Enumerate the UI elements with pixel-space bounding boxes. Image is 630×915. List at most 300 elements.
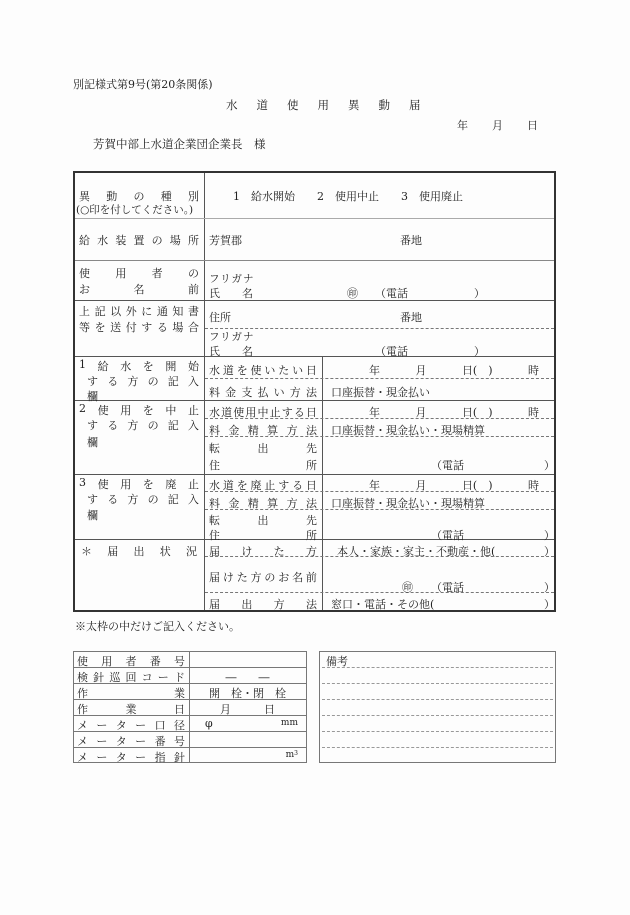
label-char: い <box>292 364 304 377</box>
label-char: 外 <box>125 305 137 318</box>
paren-close: ） <box>544 529 555 542</box>
label-char: を <box>142 360 154 373</box>
label-char: 止 <box>187 404 199 417</box>
label-char: 3 <box>79 476 86 489</box>
remarks-line <box>322 683 553 684</box>
notification-method-options[interactable]: 窓口・電話・その他( <box>331 598 435 611</box>
label-char: 中 <box>257 406 269 419</box>
label-char: 通 <box>156 305 168 318</box>
label-char: 止 <box>264 479 276 492</box>
label-char: 月 <box>415 364 427 377</box>
label-char: 等 <box>79 321 90 334</box>
label-char: 法 <box>305 386 317 399</box>
label-char: お <box>278 571 290 584</box>
label-char: す <box>281 406 293 419</box>
label-char: 置 <box>133 234 145 247</box>
row-divider <box>75 260 554 261</box>
label-sec1-1 <box>79 358 199 374</box>
label-change-type-note: (○印を付してください。) <box>76 204 194 216</box>
label-sec3-3: 欄 <box>87 509 98 522</box>
label-char: 日( ) <box>461 406 493 419</box>
unit-text: mm <box>280 718 298 728</box>
title-char: 異 <box>348 98 360 112</box>
label-char: 法 <box>305 497 317 510</box>
date-part[interactable]: 月 <box>492 119 503 132</box>
paren-close: ） <box>544 459 555 472</box>
label-char: 記 <box>94 305 106 318</box>
label-char: 使 <box>97 404 109 417</box>
label-notify-1 <box>79 303 199 319</box>
notifier-options[interactable]: 本人・家族・家主・不動産・他( <box>337 545 496 558</box>
label-char: 合 <box>187 321 199 334</box>
office-row-label <box>77 749 185 765</box>
remarks-label: 備考 <box>326 655 348 668</box>
row-divider <box>74 747 306 748</box>
label-char: 付 <box>125 321 137 334</box>
label-char: 廃 <box>165 478 177 491</box>
label-char: 出 <box>257 442 269 455</box>
label-sec2-1 <box>79 402 199 418</box>
label-user-name-1 <box>79 265 199 281</box>
change-type-option[interactable]: 1 給水開始 <box>233 190 295 203</box>
label-char: 法 <box>305 598 317 611</box>
row-divider <box>74 667 306 668</box>
label-char: 番 <box>154 735 166 748</box>
column-divider <box>189 652 190 762</box>
label-char: 使 <box>250 364 262 377</box>
dashed-divider <box>205 592 554 593</box>
label-supply-location <box>79 232 199 248</box>
office-row-value[interactable] <box>191 717 304 732</box>
label-sec2-2 <box>87 417 199 433</box>
label-char: 所 <box>187 234 199 247</box>
payment-method-options[interactable]: 口座振替・現金払い <box>331 386 430 399</box>
notify-furigana-label: フリガナ <box>209 331 255 343</box>
label-char: を <box>236 364 248 377</box>
label-char: け <box>241 545 253 558</box>
label-char: 止 <box>269 406 281 419</box>
label-char: 使 <box>79 267 90 280</box>
label-char: 時 <box>528 364 539 377</box>
unit-label <box>286 750 298 760</box>
label-char: 針 <box>93 671 105 684</box>
label-char: る <box>156 321 168 334</box>
dashed-divider <box>205 328 554 329</box>
label-char: 金 <box>228 497 240 510</box>
label-char: お <box>79 283 90 296</box>
label-char: タ <box>115 719 127 732</box>
column-divider <box>204 173 205 610</box>
row-divider <box>74 731 306 732</box>
label-char: 水 <box>120 360 132 373</box>
label-char: 1 <box>79 358 86 371</box>
label-char: 給 <box>79 234 90 247</box>
settlement-method-options[interactable]: 口座振替・現金払い・現場精算 <box>331 424 485 437</box>
label-char: 始 <box>187 360 199 373</box>
label-payment-method <box>209 384 317 400</box>
label-char: 方 <box>286 497 298 510</box>
label-char: 前 <box>188 283 199 296</box>
label-char: 方 <box>127 375 139 388</box>
label-char: 道 <box>221 406 233 419</box>
label-char: に <box>141 305 153 318</box>
label-char: 日 <box>306 406 317 419</box>
label-char: 針 <box>173 751 185 764</box>
document-title <box>226 97 440 113</box>
row-divider <box>74 715 306 716</box>
label-char: の <box>147 375 159 388</box>
label-char: ー <box>96 735 108 748</box>
diameter-symbol: φ <box>205 717 213 730</box>
label-char: 日( ) <box>461 479 493 492</box>
office-row-value[interactable] <box>191 685 304 700</box>
label-char: 作 <box>77 687 88 700</box>
user-phone-label[interactable]: （電話 <box>375 287 408 300</box>
label-char: 日 <box>174 703 185 716</box>
label-char: 金 <box>228 424 240 437</box>
seal-mark: ㊞ <box>347 287 358 300</box>
label-char: 法 <box>305 424 317 437</box>
label-char: 払 <box>257 386 269 399</box>
label-char: 料 <box>209 386 220 399</box>
notify-banchi[interactable]: 番地 <box>400 311 422 324</box>
location-banchi[interactable]: 番地 <box>400 234 422 247</box>
label-char: 号 <box>174 655 185 668</box>
label-char: 前 <box>305 571 317 584</box>
office-row-value[interactable] <box>191 749 304 764</box>
label-char: 指 <box>154 751 166 764</box>
label-char: ー <box>96 719 108 732</box>
move-phone-label[interactable]: （電話 <box>431 459 464 472</box>
label-char: 用 <box>120 404 132 417</box>
label-sec2-3: 欄 <box>87 436 98 449</box>
label-char: 別 <box>188 190 199 203</box>
remarks-line <box>322 731 553 732</box>
label-char: 届 <box>107 545 119 558</box>
label-char: 年 <box>369 406 380 419</box>
label-char: ー <box>135 751 147 764</box>
label-char: 用 <box>115 267 127 280</box>
label-char: を <box>142 404 154 417</box>
label-char: る <box>293 406 305 419</box>
label-char: メ <box>77 719 88 732</box>
office-row-value[interactable] <box>191 669 304 684</box>
label-char: を <box>142 478 154 491</box>
label-start-date <box>209 362 317 378</box>
label-char: 給 <box>97 360 109 373</box>
label-char: 日( ) <box>461 364 493 377</box>
label-char: け <box>222 571 234 584</box>
label-char: ー <box>157 671 169 684</box>
label-char: 況 <box>186 545 197 558</box>
label-char: 番 <box>149 655 161 668</box>
label-char: る <box>107 493 119 506</box>
label-char: の <box>187 267 199 280</box>
label-char: 口 <box>154 719 166 732</box>
label-char: 道 <box>222 364 234 377</box>
title-char: 水 <box>226 98 238 112</box>
label-char: を <box>236 479 248 492</box>
start-date-value[interactable] <box>369 362 539 378</box>
label-char: た <box>278 364 290 377</box>
label-char: い <box>264 364 276 377</box>
label-char: 使 <box>97 478 109 491</box>
label-char: メ <box>77 735 88 748</box>
label-char: る <box>107 419 119 432</box>
paren-close: ） <box>544 545 555 558</box>
label-char: 方 <box>127 493 139 506</box>
label-char: 方 <box>305 545 317 558</box>
label-char: 用 <box>101 655 113 668</box>
notifier-phone-label[interactable]: （電話 <box>431 581 464 594</box>
label-char: 径 <box>173 719 185 732</box>
label-char: す <box>141 321 153 334</box>
label-char: の <box>264 571 276 584</box>
row-divider <box>75 400 554 401</box>
label-char: 料 <box>209 497 220 510</box>
title-char: 使 <box>287 98 299 112</box>
label-char: メ <box>77 751 88 764</box>
label-char: 名 <box>133 283 145 296</box>
label-char: 方 <box>286 424 298 437</box>
label-user-name-2 <box>79 281 199 297</box>
label-char: 精 <box>247 497 259 510</box>
notify-address-label: 住所 <box>209 311 231 324</box>
label-char: 業 <box>125 703 137 716</box>
label-sec1-3: 欄 <box>87 390 98 403</box>
label-char: る <box>107 375 119 388</box>
date-part[interactable]: 日 <box>527 119 538 132</box>
label-char: 算 <box>267 497 279 510</box>
label-char: 日 <box>305 479 317 492</box>
label-char: 転 <box>209 442 220 455</box>
date-part[interactable]: 年 <box>457 119 468 132</box>
label-char: 入 <box>187 419 199 432</box>
label-char: 住 <box>209 459 220 472</box>
label-move-dest-2 <box>209 457 317 473</box>
label-notification-method <box>209 596 317 612</box>
label-char: す <box>87 419 98 432</box>
label-char: 名 <box>292 571 304 584</box>
label-char: 料 <box>209 424 220 437</box>
settlement-method-options[interactable]: 口座振替・現金払い・現場精算 <box>331 497 485 510</box>
label-char: 場 <box>169 234 181 247</box>
label-char: の <box>147 493 159 506</box>
paren-close: ） <box>474 345 485 358</box>
label-char: 所 <box>306 529 317 542</box>
label-char: 出 <box>257 514 269 527</box>
abolish-date-value[interactable] <box>369 477 539 493</box>
dashed-divider <box>205 378 554 379</box>
title-char: 用 <box>317 98 329 112</box>
main-form-table <box>73 171 556 612</box>
label-notification-status <box>81 543 197 559</box>
notify-name-label: 氏 名 <box>209 345 253 358</box>
label-char: 業 <box>174 687 185 700</box>
label-char: 種 <box>160 190 172 203</box>
label-char: 送 <box>110 321 122 334</box>
paren-close: ） <box>544 598 555 611</box>
remarks-line <box>322 699 553 700</box>
move-phone-label[interactable]: （電話 <box>431 529 464 542</box>
label-char: の <box>151 234 163 247</box>
label-char: 届 <box>209 571 220 584</box>
label-char: 水 <box>209 364 220 377</box>
label-char: 時 <box>528 479 539 492</box>
label-move-dest-1 <box>209 440 317 456</box>
date-line <box>457 117 562 133</box>
office-row-value[interactable] <box>191 733 304 748</box>
label-char: 動 <box>106 190 118 203</box>
label-char: 作 <box>77 703 88 716</box>
label-char: 入 <box>187 493 199 506</box>
label-char: 月 <box>415 479 427 492</box>
label-char: 用 <box>120 478 132 491</box>
label-char: 記 <box>167 419 179 432</box>
label-settlement-method <box>209 495 317 511</box>
label-sec1-2 <box>87 373 199 389</box>
label-char: 先 <box>306 514 317 527</box>
remarks-line <box>322 747 553 748</box>
label-char: 廃 <box>250 479 262 492</box>
label-char: 支 <box>241 386 253 399</box>
label-abolish-date <box>209 477 317 493</box>
label-char: 時 <box>528 406 539 419</box>
label-char: 場 <box>172 321 184 334</box>
label-char: 水 <box>209 479 220 492</box>
label-char: タ <box>115 735 127 748</box>
remarks-line <box>322 715 553 716</box>
fill-note: ※太枠の中だけご記入ください。 <box>75 620 240 633</box>
label-char: ー <box>96 751 108 764</box>
value-text: 月 日 <box>220 703 275 716</box>
remarks-line <box>322 667 553 668</box>
label-char: 使 <box>77 655 88 668</box>
user-furigana-label: フリガナ <box>209 273 255 285</box>
change-type-option[interactable]: 2 使用中止 <box>317 190 379 203</box>
label-char: 開 <box>165 360 177 373</box>
label-char: 者 <box>125 655 137 668</box>
label-char: 使 <box>233 406 245 419</box>
label-char: 先 <box>306 442 317 455</box>
value-text: ― ― <box>225 671 270 684</box>
label-char: 出 <box>133 545 145 558</box>
label-char: 月 <box>415 406 427 419</box>
label-char: 届 <box>209 598 220 611</box>
label-char: 書 <box>187 305 199 318</box>
label-char: 住 <box>209 529 220 542</box>
label-char: 装 <box>115 234 127 247</box>
label-char: 水 <box>209 406 220 419</box>
label-char: す <box>87 375 98 388</box>
paren-close: ） <box>474 287 485 300</box>
row-divider <box>75 218 554 219</box>
label-sec3-2 <box>87 491 199 507</box>
notify-phone-label[interactable]: （電話 <box>375 345 408 358</box>
label-char: す <box>87 493 98 506</box>
label-char: 上 <box>79 305 90 318</box>
label-char: 記 <box>167 493 179 506</box>
label-char: 方 <box>250 571 262 584</box>
row-divider <box>75 474 554 475</box>
remarks-box[interactable] <box>319 651 556 763</box>
label-stop-date <box>209 404 317 420</box>
label-char: 方 <box>273 598 285 611</box>
label-char: 知 <box>172 305 184 318</box>
change-type-options[interactable] <box>233 188 485 204</box>
label-char: 号 <box>173 735 185 748</box>
row-divider <box>74 683 306 684</box>
label-char: 状 <box>159 545 171 558</box>
label-char: 算 <box>267 424 279 437</box>
label-char: 日 <box>305 364 317 377</box>
unit-label <box>281 718 298 728</box>
label-char: 方 <box>289 386 301 399</box>
label-char: 止 <box>187 478 199 491</box>
label-char: る <box>292 479 304 492</box>
label-char: の <box>147 419 159 432</box>
change-type-option[interactable]: 3 使用廃止 <box>401 190 463 203</box>
label-char: 以 <box>110 305 122 318</box>
label-char: 入 <box>187 375 199 388</box>
label-move-dest-1 <box>209 512 317 528</box>
title-char: 道 <box>256 98 268 112</box>
label-char: 中 <box>165 404 177 417</box>
label-char: 者 <box>151 267 163 280</box>
label-char: 検 <box>77 671 88 684</box>
stop-date-value[interactable] <box>369 404 539 420</box>
label-char: 水 <box>97 234 109 247</box>
row-divider <box>74 699 306 700</box>
label-char: 2 <box>79 402 86 415</box>
office-use-table <box>73 651 307 763</box>
label-char: タ <box>115 751 127 764</box>
label-char: ー <box>135 735 147 748</box>
label-char: ド <box>173 671 185 684</box>
label-char: 転 <box>209 514 220 527</box>
title-char: 届 <box>409 98 421 112</box>
seal-mark: ㊞ <box>402 581 413 594</box>
label-char: 記 <box>167 375 179 388</box>
label-char: す <box>278 479 290 492</box>
office-row-value[interactable] <box>191 701 304 716</box>
label-char: ＊ <box>81 545 92 558</box>
label-settlement-method <box>209 422 317 438</box>
label-move-dest-2 <box>209 527 317 543</box>
label-char: を <box>94 321 106 334</box>
label-char: 所 <box>306 459 317 472</box>
label-char: コ <box>141 671 153 684</box>
label-notify-2 <box>79 319 199 335</box>
label-char: 届 <box>209 545 220 558</box>
label-notifier-name <box>209 569 317 585</box>
label-char: 年 <box>369 479 380 492</box>
label-char: 巡 <box>109 671 121 684</box>
label-char: 道 <box>222 479 234 492</box>
label-char: 回 <box>125 671 137 684</box>
label-char: 方 <box>127 419 139 432</box>
column-divider <box>322 356 323 610</box>
label-char: 用 <box>245 406 257 419</box>
label-char: 精 <box>247 424 259 437</box>
label-char: の <box>133 190 145 203</box>
label-sec3-1 <box>79 476 199 492</box>
form-reference: 別記様式第9号(第20条関係) <box>73 78 213 91</box>
paren-close: ） <box>544 581 555 594</box>
office-row-value[interactable] <box>191 653 304 668</box>
location-prefix: 芳賀郡 <box>209 234 242 247</box>
label-char: 異 <box>79 190 90 203</box>
